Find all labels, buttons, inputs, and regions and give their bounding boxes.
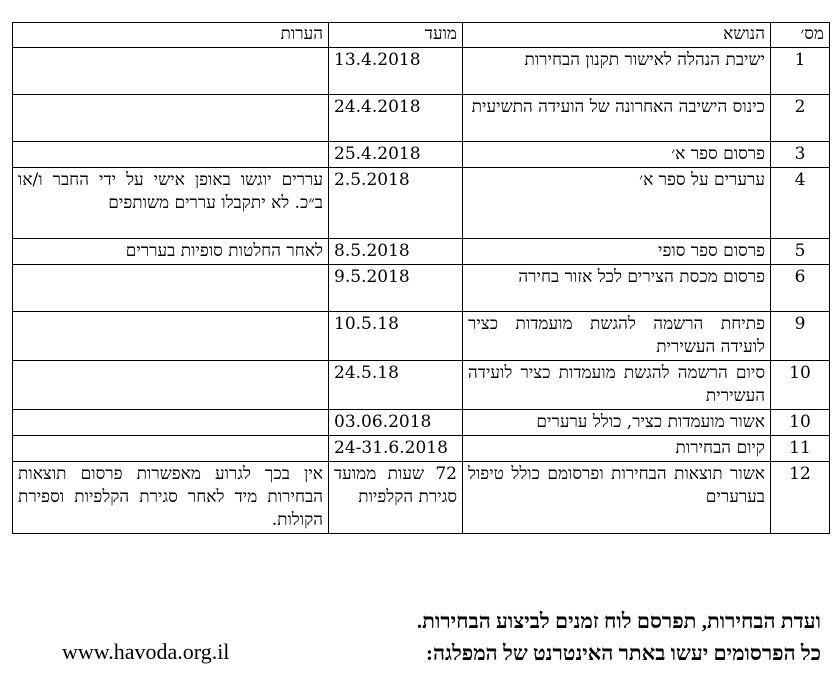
row-topic: פרסום ספר סופי (463, 239, 771, 265)
row-number: 9 (771, 312, 830, 361)
row-date: 8.5.2018 (329, 239, 463, 265)
website-url: www.havoda.org.il (62, 639, 230, 664)
header-num: מס׳ (771, 23, 830, 48)
table-row (13, 48, 830, 95)
row-date: 24.4.2018 (329, 95, 463, 142)
row-number: 12 (771, 462, 830, 534)
row-notes: אין בכך לגרוע מאפשרות פרסום תוצאות הבחירות מיד לאחר סגירת הקלפיות וספירת הקולות. (13, 462, 329, 534)
table-row (13, 436, 830, 462)
row-date: 10.5.18 (329, 312, 463, 361)
row-notes (13, 265, 329, 312)
table-row (13, 312, 830, 361)
table-body (13, 48, 830, 534)
row-date: 2.5.2018 (329, 168, 463, 239)
table-row (13, 239, 830, 265)
header-date: מועד (329, 23, 463, 48)
row-number: 10 (771, 410, 830, 436)
row-notes (13, 361, 329, 410)
footer-line-1: ועדת הבחירות, תפרסם לוח זמנים לביצוע הבחירות. (416, 609, 821, 633)
row-number: 2 (771, 95, 830, 142)
table-header-row (13, 23, 830, 48)
table-row (13, 410, 830, 436)
row-number: 10 (771, 361, 830, 410)
row-topic: קיום הבחירות (463, 436, 771, 462)
row-date: 25.4.2018 (329, 142, 463, 168)
table-row (13, 95, 830, 142)
table-row (13, 168, 830, 239)
table-row (13, 361, 830, 410)
row-topic: סיום הרשמה להגשת מועמדות כציר לועידה העשירית (463, 361, 771, 410)
row-topic: כינוס הישיבה האחרונה של הועידה התשיעית (463, 95, 771, 142)
schedule-table (12, 22, 830, 534)
row-date: 03.06.2018 (329, 410, 463, 436)
row-notes (13, 48, 329, 95)
row-number: 3 (771, 142, 830, 168)
table-row (13, 462, 830, 534)
row-notes (13, 142, 329, 168)
table-row (13, 142, 830, 168)
row-topic: ישיבת הנהלה לאישור תקנון הבחירות (463, 48, 771, 95)
row-notes (13, 312, 329, 361)
row-notes (13, 410, 329, 436)
row-date: 24-31.6.2018 (329, 436, 463, 462)
row-date: 24.5.18 (329, 361, 463, 410)
row-topic: פתיחת הרשמה להגשת מועמדות כציר לועידה העשירית (463, 312, 771, 361)
row-topic: אשור תוצאות הבחירות ופרסומם כולל טיפול בערערים (463, 462, 771, 534)
row-notes (13, 95, 329, 142)
row-notes: עררים יוגשו באופן אישי על ידי החבר ו/או ב״כ. לא יתקבלו עררים משותפים (13, 168, 329, 239)
row-date: 72 שעות ממועד סגירת הקלפיות (329, 462, 463, 534)
row-number: 1 (771, 48, 830, 95)
row-topic: פרסום ספר א׳ (463, 142, 771, 168)
row-number: 4 (771, 168, 830, 239)
row-notes: לאחר החלטות סופיות בעררים (13, 239, 329, 265)
header-topic: הנושא (463, 23, 771, 48)
row-number: 5 (771, 239, 830, 265)
row-number: 6 (771, 265, 830, 312)
table-row (13, 265, 830, 312)
footer-line-2: כל הפרסומים יעשו באתר האינטרנט של המפלגה: (425, 641, 821, 665)
row-date: 13.4.2018 (329, 48, 463, 95)
row-number: 11 (771, 436, 830, 462)
row-date: 9.5.2018 (329, 265, 463, 312)
row-topic: ערערים על ספר א׳ (463, 168, 771, 239)
header-notes: הערות (13, 23, 329, 48)
row-topic: פרסום מכסת הצירים לכל אזור בחירה (463, 265, 771, 312)
row-topic: אשור מועמדות כציר, כולל ערערים (463, 410, 771, 436)
row-notes (13, 436, 329, 462)
